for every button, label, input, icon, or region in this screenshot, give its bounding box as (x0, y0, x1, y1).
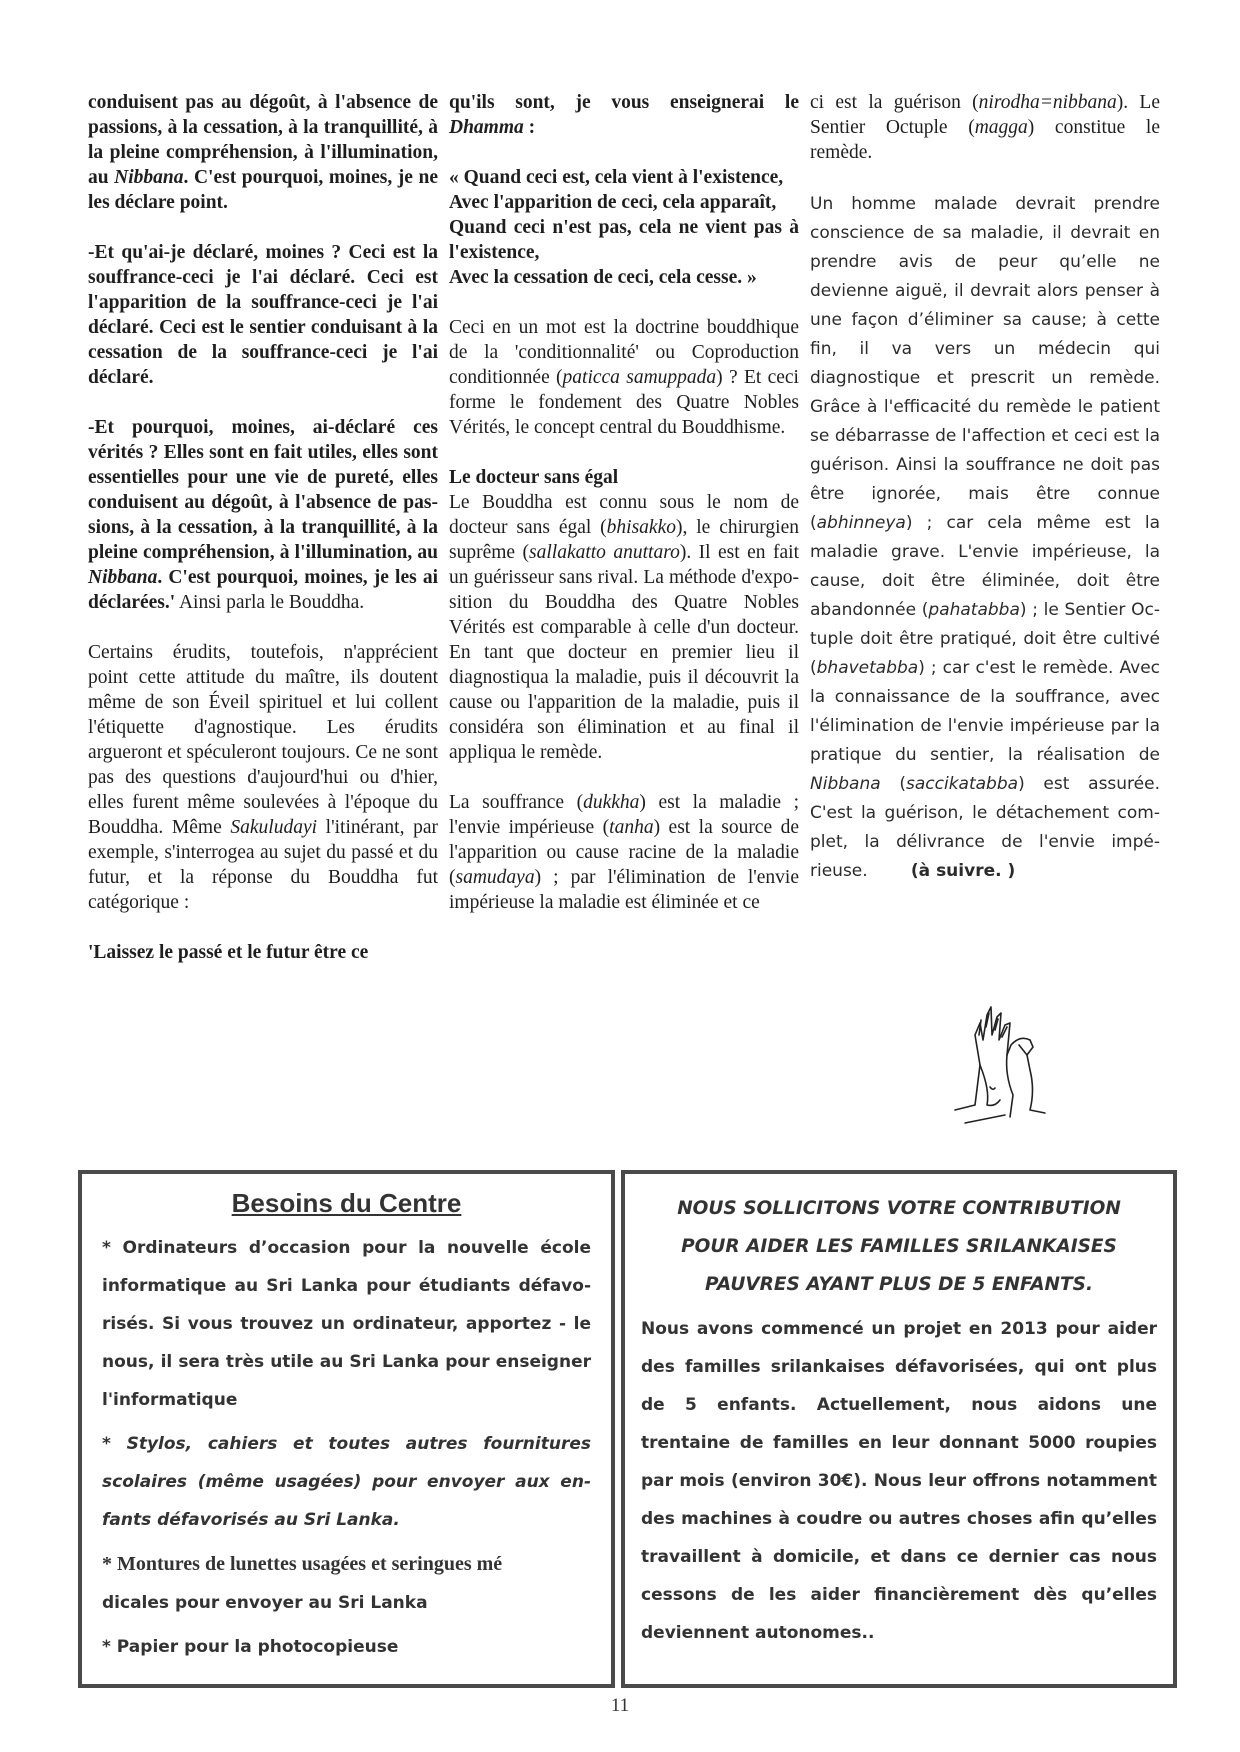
verse-line: Avec l'apparition de ceci, cela apparaît, (449, 192, 777, 213)
verse-line: « Quand ceci est, cela vient à l'existence, (449, 167, 784, 188)
list-item: * Ordinateurs d’occasion pour la nouvelle école informatique au Sri Lanka pour étudiants défavorisés. Si vous trouvez un ordinateur, apportez - le nous, il sera très utile au Sri Lanka pour enseigner l'informatique (102, 1238, 591, 1410)
paragraph: Ceci en un mot est la doctrine bouddhique de la 'conditionnalité' ou Coproduction conditionnée (paticca samuppada) ? Et ceci forme le fondement des Quatre Nobles Vérités, le concept central du Bouddhisme. (449, 317, 799, 438)
paragraph: 'Laissez le passé et le futur être ce (88, 942, 369, 963)
list-item: * Papier pour la photocopieuse (102, 1637, 399, 1657)
paragraph: -Et qu'ai-je déclaré, moines ? Ceci est la souffrance-ceci je l'ai déclaré. Ceci est l'apparition de la souffrance-ceci je l'ai déclaré. Ceci est le sentier conduisant à la cessation de la souffrance-ceci je l'ai déclaré. (88, 242, 438, 388)
verse-line: Quand ceci n'est pas, cela ne vient pas à l'existence, (449, 217, 799, 263)
article-column-2 (449, 90, 799, 940)
box-title: NOUS SOLLICITONS VOTRE CONTRIBUTION POUR AIDER LES FAMILLES SRILANKAISES PAUVRES AYANT PLUS DE 5 ENFANTS. (677, 1198, 1121, 1295)
page-number: 11 (610, 1695, 630, 1716)
paragraph: Certains érudits, toutefois, n'apprécient point cette attitude du maître, ils doutent même de son Éveil spirituel et lui collent l'étiquette d'agnostique. Les érudits argueront et spéculeront toujours. Ce ne sont pas des questions d'aujourd'hui ou d'hier, elles furent même soulevées à l'époque du Bouddha. Même Sakuludayi l'itinérant, par exemple, s'interrogea au sujet du passé et du futur, et la réponse du Bouddha fut catégorique : (88, 642, 438, 913)
to-be-continued: (à suivre. ) (910, 861, 1016, 881)
paragraph: La souffrance (dukkha) est la maladie ; l'envie impérieuse (tanha) est la source de l'apparition ou cause racine de la maladie (samudaya) ; par l'élimination de l'envie impérieuse la maladie est éliminée et ce (449, 792, 799, 913)
paragraph: qu'ils sont, je vous enseignerai le Dhamma : (449, 92, 799, 138)
paragraph: -Et pourquoi, moines, ai-déclaré ces vérités ? Elles sont en fait utiles, elles sont essentielles pour une vie de pureté, elles conduisent au dégoût, à l'absence de passions, à la cessation, à la tranquillité, à la pleine compréhension, à l'illumination, au Nibbana. C'est pourquoi, moines, je les ai déclarées.' Ainsi parla le Bouddha. (88, 417, 438, 613)
article-column-1 (88, 90, 438, 990)
verse (449, 165, 799, 290)
box-title: Besoins du Centre (231, 1188, 462, 1218)
paragraph: conduisent pas au dégoût, à l'absence de passions, à la cessation, à la tranquillité, à la pleine compréhension, à l'illumination, au Nibbana. C'est pourquoi, moines, je ne les déclare point. (88, 92, 438, 213)
buddha-hands-mudra-icon (935, 995, 1055, 1125)
paragraph: Le Bouddha est connu sous le nom de docteur sans égal (bhisakko), le chirurgien suprême (sallakatto anuttaro). Il est en fait un guérisseur sans rival. La méthode d'exposition du Bouddha des Quatre Nobles Vérités est comparable à celle d'un docteur. En tant que docteur en premier lieu il diagnostiqua la maladie, puis il découvrit la cause ou l'apparition de la maladie, puis il considéra son élimination et au final il appliqua le remède. (449, 492, 799, 763)
section-heading: Le docteur sans égal (449, 467, 619, 488)
paragraph: ci est la guérison (nirodha=nibbana). Le Sentier Octuple (magga) constitue le remède. (810, 92, 1160, 163)
needs-list (102, 1229, 591, 1666)
contribution-appeal-box (621, 1170, 1177, 1688)
appeal-body: Nous avons commencé un projet en 2013 pour aider des familles srilankaises défavorisées, qui ont plus de 5 enfants. Actuellement, nous aidons une trentaine de familles en leur donnant 5000 roupies par mois (environ 30€). Nous leur offrons notamment des machines à coudre ou autres choses afin qu’elles travaillent à domicile, et dans ce dernier cas nous cessons de les aider financièrement dès qu’elles deviennent autonomes.. (641, 1319, 1157, 1643)
article-column-3 (810, 90, 1160, 886)
centre-needs-box (78, 1170, 615, 1688)
paragraph: Un homme malade devrait prendre conscience de sa maladie, il devrait en prendre avis de peur qu’elle ne devienne aiguë, il devrait alors penser à une façon d’éliminer sa cause; à cette fin, il va vers un médecin qui diagnostique et prescrit un remède. Grâce à l'efficacité du remède le patient se débarrasse de l'affection et ceci est la guérison. Ainsi la souffrance ne doit pas être ignorée, mais être connue (abhinneya) ; car cela même est la maladie grave. L'envie impérieuse, la cause, doit être éliminée, doit être abandonnée (pahatabba) ; le Sentier Octuple doit être pratiqué, doit être cultivé (bhavetabba) ; car c'est le remède. Avec la connaissance de la souffrance, avec l'élimination de l'envie impérieuse par la pratique du sentier, la réalisation de Nibbana (saccikatabba) est assurée. C'est la guérison, le détachement complet, la délivrance de l'envie impérieuse. (à suivre. ) (810, 194, 1160, 881)
list-item: * Stylos, cahiers et toutes autres fournitures scolaires (même usagées) pour envoyer aux enfants défavorisés au Sri Lanka. (102, 1434, 591, 1530)
verse-line: Avec la cessation de ceci, cela cesse. » (449, 267, 757, 288)
list-item: * Montures de lunettes usagées et seringues mé dicales pour envoyer au Sri Lanka (102, 1553, 503, 1613)
